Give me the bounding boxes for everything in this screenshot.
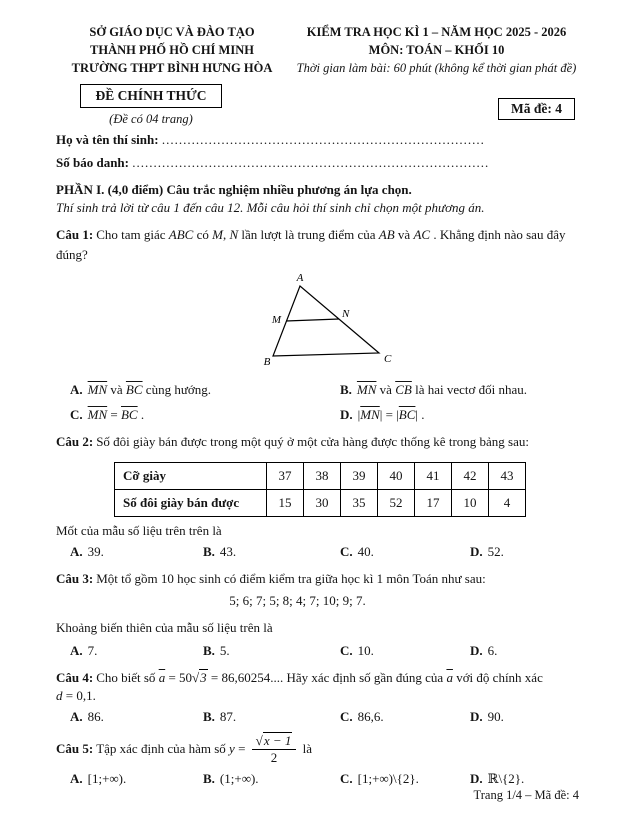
option-text: 52. bbox=[487, 543, 504, 559]
pages-note: (Đề có 04 trang) bbox=[109, 112, 193, 127]
option-letter: D. bbox=[470, 543, 483, 559]
fraction bbox=[252, 734, 297, 766]
student-id-line bbox=[56, 153, 579, 173]
vertex-b-label: B bbox=[263, 355, 271, 368]
student-name-label: Họ và tên thí sinh: bbox=[56, 132, 159, 148]
vector-term: $\overline{CB}$ bbox=[395, 381, 412, 397]
q1-text: Cho tam giác bbox=[96, 227, 169, 243]
option-text: (1;+∞). bbox=[219, 770, 259, 786]
q4-option-b bbox=[203, 709, 340, 725]
box-row bbox=[56, 84, 579, 127]
question-3-options bbox=[56, 643, 579, 659]
q3-text: Một tổ gồm 10 học sinh có điểm kiểm tra giữa học kì 1 môn Toán như sau: bbox=[96, 570, 486, 586]
vector-term: $\overline{MN}$ bbox=[87, 381, 108, 397]
table-row bbox=[115, 489, 526, 516]
q1-text: . Khẳng định nào sau đây đúng? bbox=[56, 227, 566, 263]
exam-subject: MÔN: TOÁN – KHỐI 10 bbox=[368, 42, 505, 57]
radicand: x − 1 bbox=[263, 733, 292, 749]
option-text: là hai vectơ đối nhau. bbox=[411, 381, 527, 397]
vector-term: $\overline{BC}$ bbox=[120, 406, 138, 422]
q5-text: là bbox=[299, 740, 312, 756]
option-letter: C. bbox=[70, 406, 83, 422]
option-text: [1;+∞). bbox=[87, 770, 127, 786]
radicand: 3 bbox=[200, 669, 207, 685]
option-text: [1;+∞)\{2}. bbox=[357, 770, 419, 786]
question-2 bbox=[56, 432, 579, 452]
q2-after-text: Mốt của mẫu số liệu trên trên là bbox=[56, 522, 222, 538]
midpoint-n-label: N bbox=[342, 307, 350, 320]
option-text: ℝ\{2}. bbox=[487, 770, 525, 786]
q5-option-a bbox=[70, 771, 203, 787]
vector-term: $\overline{MN}$ bbox=[360, 406, 380, 422]
count-cell: 30 bbox=[304, 489, 341, 516]
q4-text: = 86,60254.... Hãy xác định số gần đúng của bbox=[207, 669, 447, 685]
size-cell: 39 bbox=[341, 462, 378, 489]
size-cell: 40 bbox=[378, 462, 415, 489]
count-cell: 4 bbox=[489, 489, 526, 516]
option-text: 5. bbox=[219, 642, 230, 658]
count-cell: 35 bbox=[341, 489, 378, 516]
q5-option-d bbox=[470, 771, 579, 787]
size-cell: 38 bbox=[304, 462, 341, 489]
vector-term: $\overline{MN}$ bbox=[356, 381, 377, 397]
question-1-label: Câu 1: bbox=[56, 227, 94, 243]
q1-m: M bbox=[212, 227, 223, 243]
q1-option-a bbox=[70, 382, 340, 398]
option-text: 6. bbox=[487, 642, 498, 658]
issuer-line-2: THÀNH PHỐ HỒ CHÍ MINH bbox=[90, 42, 254, 57]
option-text: | bbox=[357, 406, 361, 422]
q1-text: có bbox=[193, 227, 213, 243]
option-text: = bbox=[107, 406, 121, 422]
radical-sign: √ bbox=[255, 733, 263, 749]
size-cell: 37 bbox=[267, 462, 304, 489]
option-letter: D. bbox=[470, 709, 483, 725]
option-letter: A. bbox=[70, 381, 83, 397]
shoe-size-table bbox=[114, 462, 526, 517]
midpoint-m-label: M bbox=[271, 313, 281, 326]
option-letter: A. bbox=[70, 642, 83, 658]
radical-sign: √ bbox=[192, 669, 200, 685]
option-text: và bbox=[107, 381, 126, 397]
size-cell: 43 bbox=[489, 462, 526, 489]
option-text: . bbox=[137, 406, 145, 422]
q3-option-d bbox=[470, 643, 579, 659]
option-text: 86,6. bbox=[357, 709, 384, 725]
q1-ab: AB bbox=[378, 227, 395, 243]
option-letter: A. bbox=[70, 543, 83, 559]
q5-option-b bbox=[203, 771, 340, 787]
option-text: 39. bbox=[87, 543, 104, 559]
issuer-block bbox=[56, 24, 288, 77]
option-letter: C. bbox=[340, 543, 353, 559]
q1-text: và bbox=[394, 227, 414, 243]
count-cell: 17 bbox=[415, 489, 452, 516]
official-exam-box: ĐỀ CHÍNH THỨC bbox=[80, 84, 221, 108]
q4-option-c bbox=[340, 709, 470, 725]
option-text: 10. bbox=[357, 642, 374, 658]
q2-option-c bbox=[340, 544, 470, 560]
option-letter: B. bbox=[203, 543, 215, 559]
option-letter: B. bbox=[203, 642, 215, 658]
q3-data-line: 5; 6; 7; 5; 8; 4; 7; 10; 9; 7. bbox=[229, 592, 366, 608]
option-text: 87. bbox=[219, 709, 237, 725]
official-column bbox=[56, 84, 246, 127]
size-cell: 41 bbox=[415, 462, 452, 489]
option-letter: B. bbox=[340, 381, 352, 397]
q2-option-d bbox=[470, 544, 579, 560]
q1-n: N bbox=[229, 227, 239, 243]
option-letter: B. bbox=[203, 770, 215, 786]
q3-option-c bbox=[340, 643, 470, 659]
student-id-label: Số báo danh: bbox=[56, 154, 129, 170]
q3-option-b bbox=[203, 643, 340, 659]
q4-option-a bbox=[70, 709, 203, 725]
a-bar: $\overline{a}$ bbox=[446, 669, 453, 685]
question-2-label: Câu 2: bbox=[56, 433, 94, 449]
q2-option-a bbox=[70, 544, 203, 560]
question-4-options bbox=[56, 709, 579, 725]
q1-text: lần lượt là trung điểm của bbox=[238, 227, 379, 243]
option-text: cùng hướng. bbox=[142, 381, 211, 397]
row-header-count: Số đôi giày bán được bbox=[115, 489, 267, 516]
option-letter: C. bbox=[340, 642, 353, 658]
row-header-size: Cỡ giày bbox=[115, 462, 267, 489]
count-cell: 10 bbox=[452, 489, 489, 516]
q4-text: = 50 bbox=[165, 669, 193, 685]
variable-d: d bbox=[56, 688, 63, 704]
question-5-options bbox=[56, 771, 579, 787]
option-text: 86. bbox=[87, 709, 104, 725]
q2-text: Số đôi giày bán được trong một quý ở một cửa hàng được thống kê trong bảng sau: bbox=[96, 433, 529, 449]
q4-second-line bbox=[56, 688, 579, 704]
fraction-denominator: 2 bbox=[270, 750, 278, 766]
q1-text: , bbox=[222, 227, 230, 243]
q3-option-a bbox=[70, 643, 203, 659]
q3-after-text: Khoảng biến thiên của mẫu số liệu trên là bbox=[56, 619, 273, 635]
exam-duration: Thời gian làm bài: 60 phút (không kể thời gian phát đề) bbox=[296, 60, 577, 75]
question-3 bbox=[56, 569, 579, 589]
triangle-figure bbox=[256, 272, 416, 370]
option-letter: A. bbox=[70, 770, 83, 786]
vertex-c-label: C bbox=[384, 352, 392, 365]
q2-option-b bbox=[203, 544, 340, 560]
option-text: | . bbox=[415, 406, 425, 422]
student-name-line bbox=[56, 130, 579, 150]
q1-abc: ABC bbox=[168, 227, 194, 243]
fraction-numerator bbox=[252, 734, 297, 750]
question-4 bbox=[56, 668, 579, 688]
a-bar: $\overline{a}$ bbox=[158, 669, 166, 685]
option-letter: D. bbox=[340, 406, 353, 422]
segment-mn bbox=[286, 319, 339, 321]
option-text: 7. bbox=[87, 642, 98, 658]
q1-option-d bbox=[340, 407, 579, 423]
issuer-line-3: TRƯỜNG THPT BÌNH HƯNG HÒA bbox=[71, 60, 273, 75]
option-letter: B. bbox=[203, 709, 215, 725]
issuer-line-1: SỞ GIÁO DỤC VÀ ĐÀO TẠO bbox=[89, 25, 255, 39]
q4-text: với độ chính xác bbox=[452, 669, 543, 685]
count-cell: 52 bbox=[378, 489, 415, 516]
page-footer: Trang 1/4 – Mã đề: 4 bbox=[473, 788, 579, 802]
part1-instruction: Thí sinh trả lời từ câu 1 đến câu 12. Mỗi câu hỏi thí sinh chỉ chọn một phương án. bbox=[56, 200, 485, 216]
q5-text: = bbox=[234, 740, 249, 756]
variable-y: y bbox=[229, 740, 235, 756]
q1-option-b bbox=[340, 382, 579, 398]
option-text: 43. bbox=[219, 543, 237, 559]
exam-title-block bbox=[294, 24, 579, 77]
exam-title: KIỂM TRA HỌC KÌ 1 – NĂM HỌC 2025 - 2026 bbox=[306, 25, 567, 39]
option-text: 90. bbox=[487, 709, 504, 725]
question-4-label: Câu 4: bbox=[56, 669, 94, 685]
page-header bbox=[56, 24, 579, 77]
part1-title: PHẦN I. (4,0 điểm) Câu trắc nghiệm nhiều phương án lựa chọn. bbox=[56, 182, 412, 198]
question-1 bbox=[56, 225, 579, 265]
q4-text: = 0,1. bbox=[62, 688, 96, 704]
table-row bbox=[115, 462, 526, 489]
vector-term: $\overline{MN}$ bbox=[87, 406, 108, 422]
option-letter: C. bbox=[340, 709, 353, 725]
option-letter: D. bbox=[470, 642, 483, 658]
size-cell: 42 bbox=[452, 462, 489, 489]
vector-term: $\overline{BC}$ bbox=[125, 381, 143, 397]
q5-text: Tập xác định của hàm số bbox=[96, 740, 230, 756]
q4-text: Cho biết số bbox=[96, 669, 159, 685]
option-letter: A. bbox=[70, 709, 83, 725]
question-5-label: Câu 5: bbox=[56, 740, 94, 756]
question-5 bbox=[56, 734, 579, 766]
q5-option-c bbox=[340, 771, 470, 787]
count-cell: 15 bbox=[267, 489, 304, 516]
option-letter: D. bbox=[470, 770, 483, 786]
q1-option-c bbox=[70, 407, 340, 423]
option-text: 40. bbox=[357, 543, 374, 559]
question-1-options bbox=[56, 382, 579, 423]
student-id-dots: .................................................................................... bbox=[132, 154, 490, 170]
question-3-label: Câu 3: bbox=[56, 570, 94, 586]
figure-wrap bbox=[256, 272, 579, 374]
vertex-a-label: A bbox=[296, 271, 304, 284]
exam-code-box: Mã đề: 4 bbox=[498, 98, 575, 120]
q1-ac: AC bbox=[413, 227, 431, 243]
option-letter: C. bbox=[340, 770, 353, 786]
option-text: | = | bbox=[379, 406, 399, 422]
option-text: và bbox=[376, 381, 396, 397]
question-2-options bbox=[56, 544, 579, 560]
vector-term: $\overline{BC}$ bbox=[398, 406, 416, 422]
q4-option-d bbox=[470, 709, 579, 725]
student-name-dots: ............................................................................ bbox=[161, 132, 485, 148]
